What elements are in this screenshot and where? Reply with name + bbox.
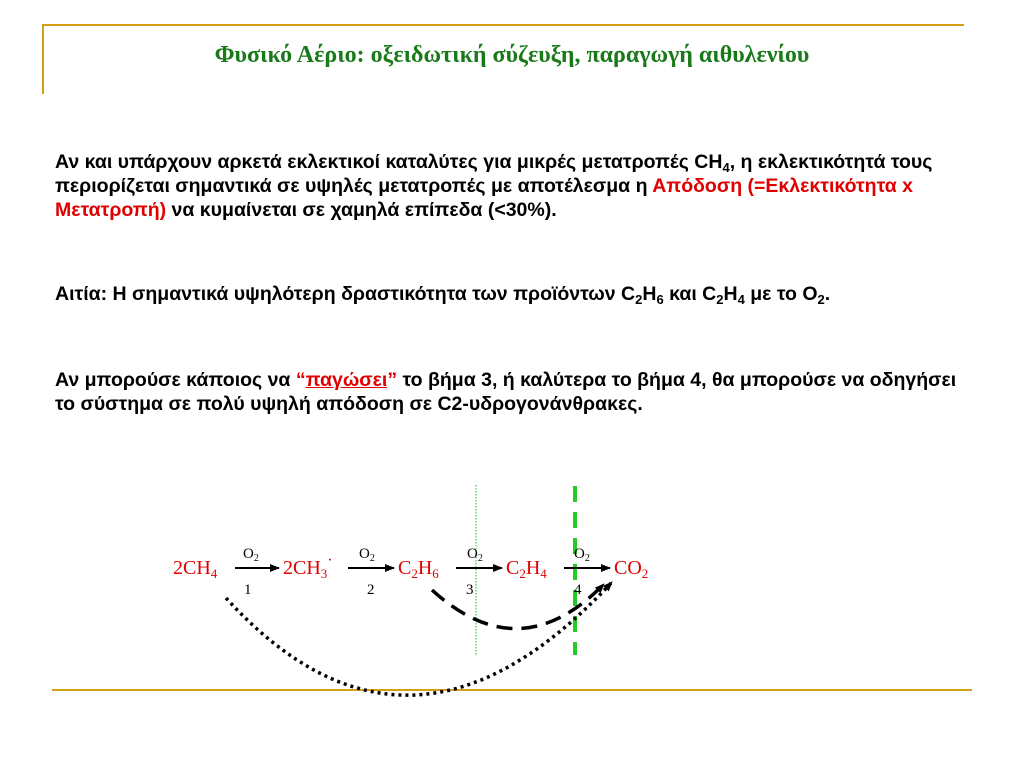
p2-sub-a: 2: [635, 292, 643, 307]
species-co2: $CO_2$: [614, 557, 649, 581]
step3-number: 3: [466, 582, 474, 598]
step2-oxidant: $O_2$: [359, 546, 375, 564]
step1-oxidant: $O_2$: [243, 546, 259, 564]
p2-sub-c: 2: [716, 292, 724, 307]
p1-text-a: Αν και υπάρχουν αρκετά εκλεκτικοί καταλύτες για μικρές μετατροπές CH: [55, 151, 723, 173]
p2-text-e: με το O: [744, 283, 818, 305]
ch4-to-co2-dotted-arrow: [226, 582, 612, 695]
p3-quote-open: “: [295, 369, 306, 391]
p2-text-b: H: [642, 283, 657, 305]
p3-text-b: το βήμα 3, ή καλύτερα το βήμα 4, θα μπορούσε να οδηγήσει το σύστημα σε πολύ υψηλή απόδοση σε C2-υδρογονάνθρακες.: [55, 369, 957, 415]
p2-text-c: και C: [663, 283, 717, 305]
step4-oxidant: $O_2$: [574, 546, 590, 564]
species-c2h6: $C_2H_6$: [398, 557, 439, 581]
p2-sub-d: 4: [737, 292, 745, 307]
step1-number: 1: [244, 582, 252, 598]
slide-title: Φυσικό Αέριο: οξειδωτική σύζευξη, παραγωγή αιθυλενίου: [214, 42, 810, 68]
p3-text-a: Αν μπορούσε κάποιος να: [55, 369, 296, 391]
step4-number: 4: [574, 582, 582, 598]
p2-sub-e: 2: [817, 292, 825, 307]
p1-yield-definition: Απόδοση (=Εκλεκτικότητα x Μετατροπή): [55, 175, 913, 221]
species-2ch4: $2CH_4$: [173, 557, 218, 581]
p2-text-f: .: [824, 283, 831, 305]
p3-freeze-word: παγώσει: [305, 369, 388, 391]
p1-text-b: , η εκλεκτικότητά τους περιορίζεται σημαντικά σε υψηλές μετατροπές με αποτέλεσμα η: [55, 151, 933, 197]
p3-quote-close: ”: [387, 369, 398, 391]
p2-sub-b: 6: [656, 292, 664, 307]
p2-text-d: H: [723, 283, 738, 305]
step3-oxidant: $O_2$: [467, 546, 483, 564]
p1-sub-a: 4: [722, 160, 730, 175]
step2-number: 2: [367, 582, 375, 598]
p1-text-c: να κυμαίνεται σε χαμηλά επίπεδα (<30%).: [166, 199, 557, 221]
species-c2h4: $C_2H_4$: [506, 557, 547, 581]
p2-text-a: Αιτία: Η σημαντικά υψηλότερη δραστικότητα των προϊόντων C: [55, 283, 636, 305]
species-2ch3-radical: $2CH_3^\cdot$: [283, 552, 333, 581]
